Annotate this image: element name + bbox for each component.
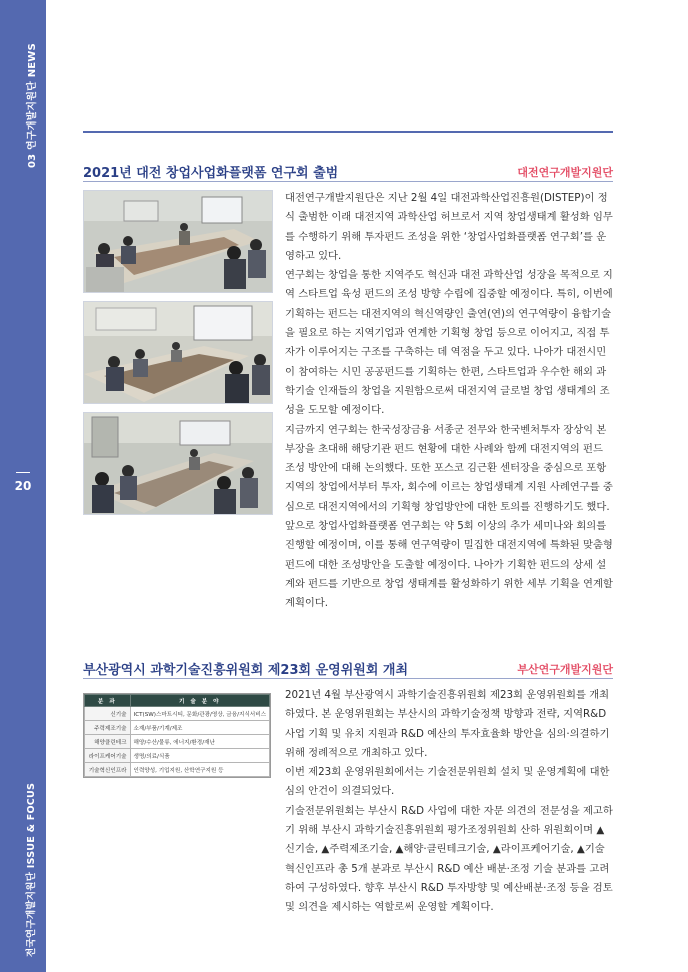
paragraph: 연구회는 창업을 통한 지역주도 혁신과 대전 과학산업 성장을 목적으로 지역 스타트업 육성 펀드의 조성 방향 수립에 집중할 예정이다. 특히, 이번에 기획하는 펀드는 대전지역의 혁신역량인 출연(연)의 연구역량이 융합기술을 필요로 하는 지역기업과 연계한 기획형 창업 등으로 이어지고, 직접 투자가 이루어지는 구조를 구축하는 데 역점을 두고 있다. 나아가 대전시민이 참여하는 시민 공공펀드를 기획하는 한편, 스타트업과 우수한 해외 과학기술 인재들의 창업을 지원함으로써 대전지역 글로벌 창업 생태계의 조성을 도모할 예정이다. (285, 269, 613, 417)
top-divider (83, 131, 613, 133)
paragraph: 기술전문위원회는 부산시 R&D 사업에 대한 자문 의견의 전문성을 제고하기 위해 부산시 과학기술진흥위원회 평가조정위원회 산하 위원회이며 ▲신기술, ▲주력제조기술, ▲해양·클린테크기술, ▲라이프케어기술, ▲기술혁신인프라 총 5개 분과로 부산시 R&D 예산 배분·조정 기술 분과를 고려하여 구성하였다. 향후 부산시 R&D 투자방향 및 예산배분·조정 등을 검토 및 의견을 제시하는 역할로써 운영할 계획이다. (285, 804, 613, 914)
paragraph: 이번 제23회 운영위원회에서는 기술전문위원회 설치 및 운영계획에 대한 심의 안건이 의결되었다. (285, 766, 610, 798)
table-row (85, 763, 270, 777)
category-cell: 신기술 (85, 707, 131, 721)
fields-cell: 해양/수산/물류, 에너지/환경/재난 (130, 735, 269, 749)
category-cell: 기술혁신인프라 (85, 763, 131, 777)
article-header (83, 659, 613, 681)
page-number: 20 (14, 479, 32, 493)
paragraph: 2021년 4월 부산광역시 과학기술진흥위원회 제23회 운영위원회를 개최하였다. 본 운영위원회는 부산시의 과학기술정책 방향과 전략, 지역R&D 사업 기획 및 유치 지원과 R&D 예산의 투자효율화 방안을 심의·의결하기 위해 정례적으로 개최하고 있다. (285, 689, 610, 759)
article-header (83, 162, 613, 184)
meeting-photo-1 (83, 190, 273, 293)
category-cell: 주력제조기술 (85, 721, 131, 735)
article-body (285, 686, 613, 918)
publication-label: 전국연구개발지원단 ISSUE & FOCUS (26, 782, 37, 957)
committee-fields-table (83, 693, 271, 778)
article-busan (83, 659, 613, 929)
fields-cell: 소재/부품/기계/제조 (130, 721, 269, 735)
fields-cell: ICT(SW)스마트시티, 문화/관광/영상, 금융/지식서비스 (130, 707, 269, 721)
table-header-row (85, 695, 270, 707)
article-org: 대전연구개발지원단 (517, 166, 613, 179)
column-header: 분 과 (85, 695, 131, 707)
table-row (85, 735, 270, 749)
article-title: 2021년 대전 창업사업화플랫폼 연구회 출범 (83, 166, 339, 181)
article-title: 부산광역시 과학기술진흥위원회 제23회 운영위원회 개최 (83, 663, 409, 678)
header-divider (83, 678, 613, 679)
table-row (85, 707, 270, 721)
category-cell: 해양클린테크 (85, 735, 131, 749)
paragraph: 대전연구개발지원단은 지난 2월 4일 대전과학산업진흥원(DISTEP)이 정식 출범한 이래 대전지역 과학산업 허브로서 지역 창업생태계 활성화 임무를 수행하기 위해 투자펀드 조성을 위한 ‘창업사업화플랫폼 연구회’를 운영하고 있다. (285, 192, 613, 262)
sidebar (0, 0, 46, 972)
table-row (85, 749, 270, 763)
section-label: 03 연구개발지원단 NEWS (27, 43, 38, 168)
fields-cell: 생명/의료/식품 (130, 749, 269, 763)
meeting-photo-2 (83, 301, 273, 404)
article-org: 부산연구개발지원단 (517, 663, 613, 676)
column-header: 기 술 분 야 (130, 695, 269, 707)
paragraph: 지금까지 연구회는 한국성장금융 서종군 전무와 한국벤처투자 장상익 본부장을 초대해 해당기관 펀드 현황에 대한 사례와 함께 대전지역의 펀드 조성 방안에 대해 논의했다. 또한 포스코 김근환 센터장을 중심으로 포항지역의 창업에서부터 투자, 회수에 이르는 창업생태계 지원 사례연구를 중심으로 대전지역에서의 기획형 창업방안에 대한 토의를 진행하기도 했다. (285, 423, 613, 513)
header-divider (83, 181, 613, 182)
page-number-divider (16, 472, 30, 473)
meeting-photo-3 (83, 412, 273, 515)
paragraph: 앞으로 창업사업화플랫폼 연구회는 약 5회 이상의 추가 세미나와 회의를 진행할 예정이며, 이를 통해 연구역량이 밀집한 대전지역에 특화된 맞춤형 펀드에 대한 조성방안을 도출할 예정이다. 나아가 기획한 펀드의 상세 설계와 펀드를 기반으로 창업 생태계를 활성화하기 위한 세부 기획을 연계할 계획이다. (285, 520, 613, 610)
article-daejeon (83, 162, 613, 622)
table-row (85, 721, 270, 735)
fields-cell: 인력양성, 기업지원, 산학연구지원 등 (130, 763, 269, 777)
category-cell: 라이프케어기술 (85, 749, 131, 763)
article-body (285, 189, 613, 614)
